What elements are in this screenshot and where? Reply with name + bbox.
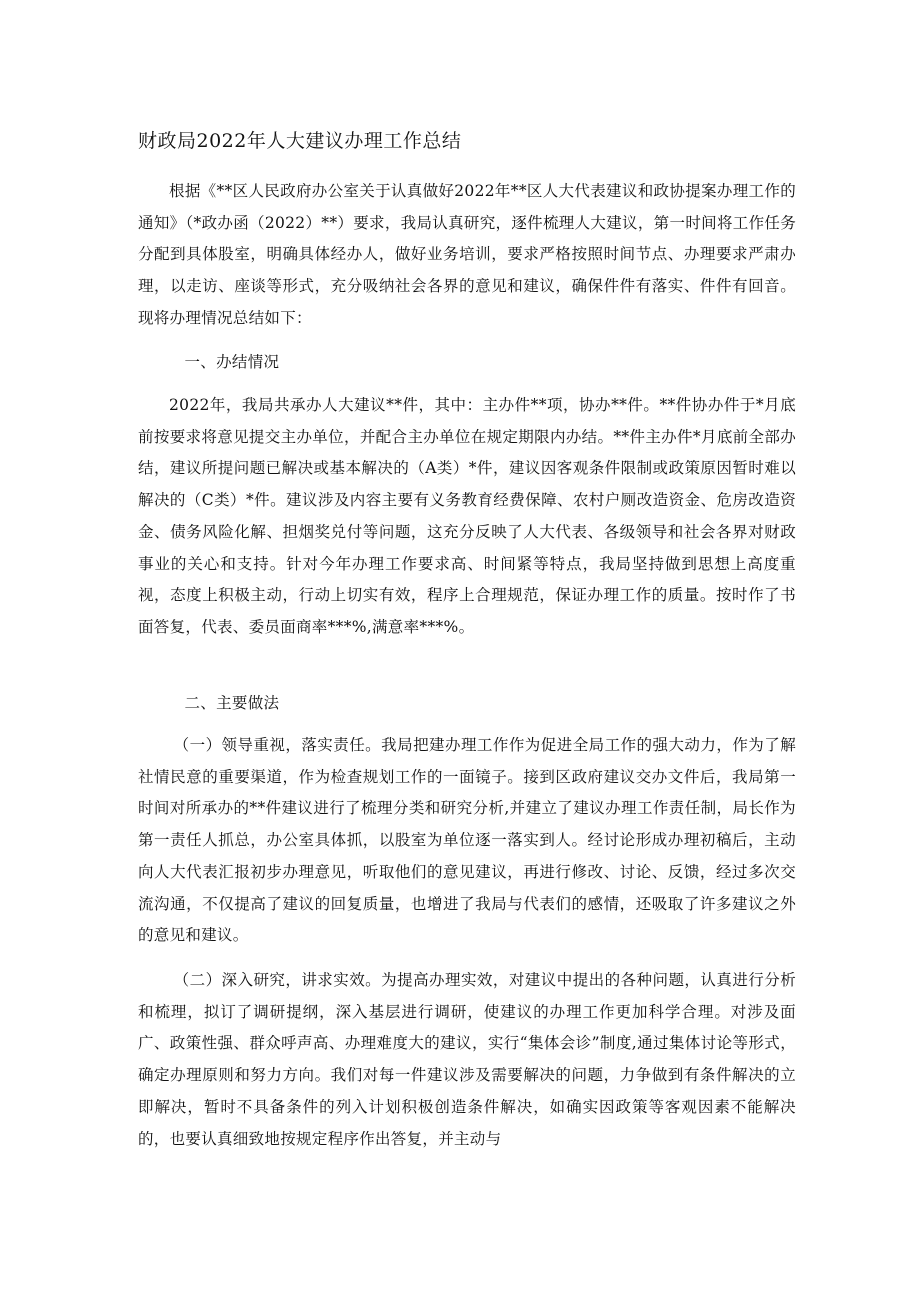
practice-paragraph-leadership: （一）领导重视，落实责任。我局把建办理工作作为促进全局工作的强大动力，作为了解社情民意的重要渠道，作为检查规划工作的一面镜子。接到区政府建议交办文件后，我局第一时间对所承办的**件建议进行了梳理分类和研究分析,并建立了建议办理工作责任制，局长作为第一责任人抓总，办公室具体抓，以股室为单位逐一落实到人。经讨论形成办理初稿后，主动向人大代表汇报初步办理意见，听取他们的意见建议，再进行修改、讨论、反馈，经过多次交流沟通，不仅提高了建议的回复质量，也增进了我局与代表们的感情，还吸取了许多建议之外的意见和建议。 [138, 736, 796, 945]
section-heading-completion: 一、办结情况 [184, 353, 280, 371]
intro-paragraph: 根据《**区人民政府办公室关于认真做好2022年**区人大代表建议和政协提案办理工作的通知》（*政办函（2022）**）要求，我局认真研究，逐件梳理人大建议，第一时间将工作任务分配到具体股室，明确具体经办人，做好业务培训，要求严格按照时间节点、办理要求严肃办理，以走访、座谈等形式，充分吸纳社会各界的意见和建议，确保件件有落实、件件有回音。现将办理情况总结如下： [138, 182, 796, 327]
practice-paragraph-research: （二）深入研究，讲求实效。为提高办理实效，对建议中提出的各种问题，认真进行分析和梳理，拟订了调研提纲，深入基层进行调研，使建议的办理工作更加科学合理。对涉及面广、政策性强、群众呼声高、办理难度大的建议，实行“集体会诊”制度,通过集体讨论等形式，确定办理原则和努力方向。我们对每一件建议涉及需要解决的问题，力争做到有条件解决的立即解决，暂时不具备条件的列入计划积极创造条件解决，如确实因政策等客观因素不能解决的，也要认真细致地按规定程序作出答复，并主动与 [138, 971, 796, 1148]
document-title: 财政局2022年人大建议办理工作总结 [138, 130, 462, 152]
section-heading-practices: 二、主要做法 [184, 694, 280, 712]
completion-paragraph: 2022年，我局共承办人大建议**件，其中：主办件**项，协办**件。**件协办件于*月底前按要求将意见提交主办单位，并配合主办单位在规定期限内办结。**件主办件*月底前全部办结，建议所提问题已解决或基本解决的（A类）*件，建议因客观条件限制或政策原因暂时难以解决的（C类）*件。建议涉及内容主要有义务教育经费保障、农村户厕改造资金、危房改造资金、债务风险化解、担烟奖兑付等问题，这充分反映了人大代表、各级领导和社会各界对财政事业的关心和支持。针对今年办理工作要求高、时间紧等特点，我局坚持做到思想上高度重视，态度上积极主动，行动上切实有效，程序上合理规范，保证办理工作的质量。按时作了书面答复，代表、委员面商率***%,满意率***%。 [138, 396, 796, 636]
